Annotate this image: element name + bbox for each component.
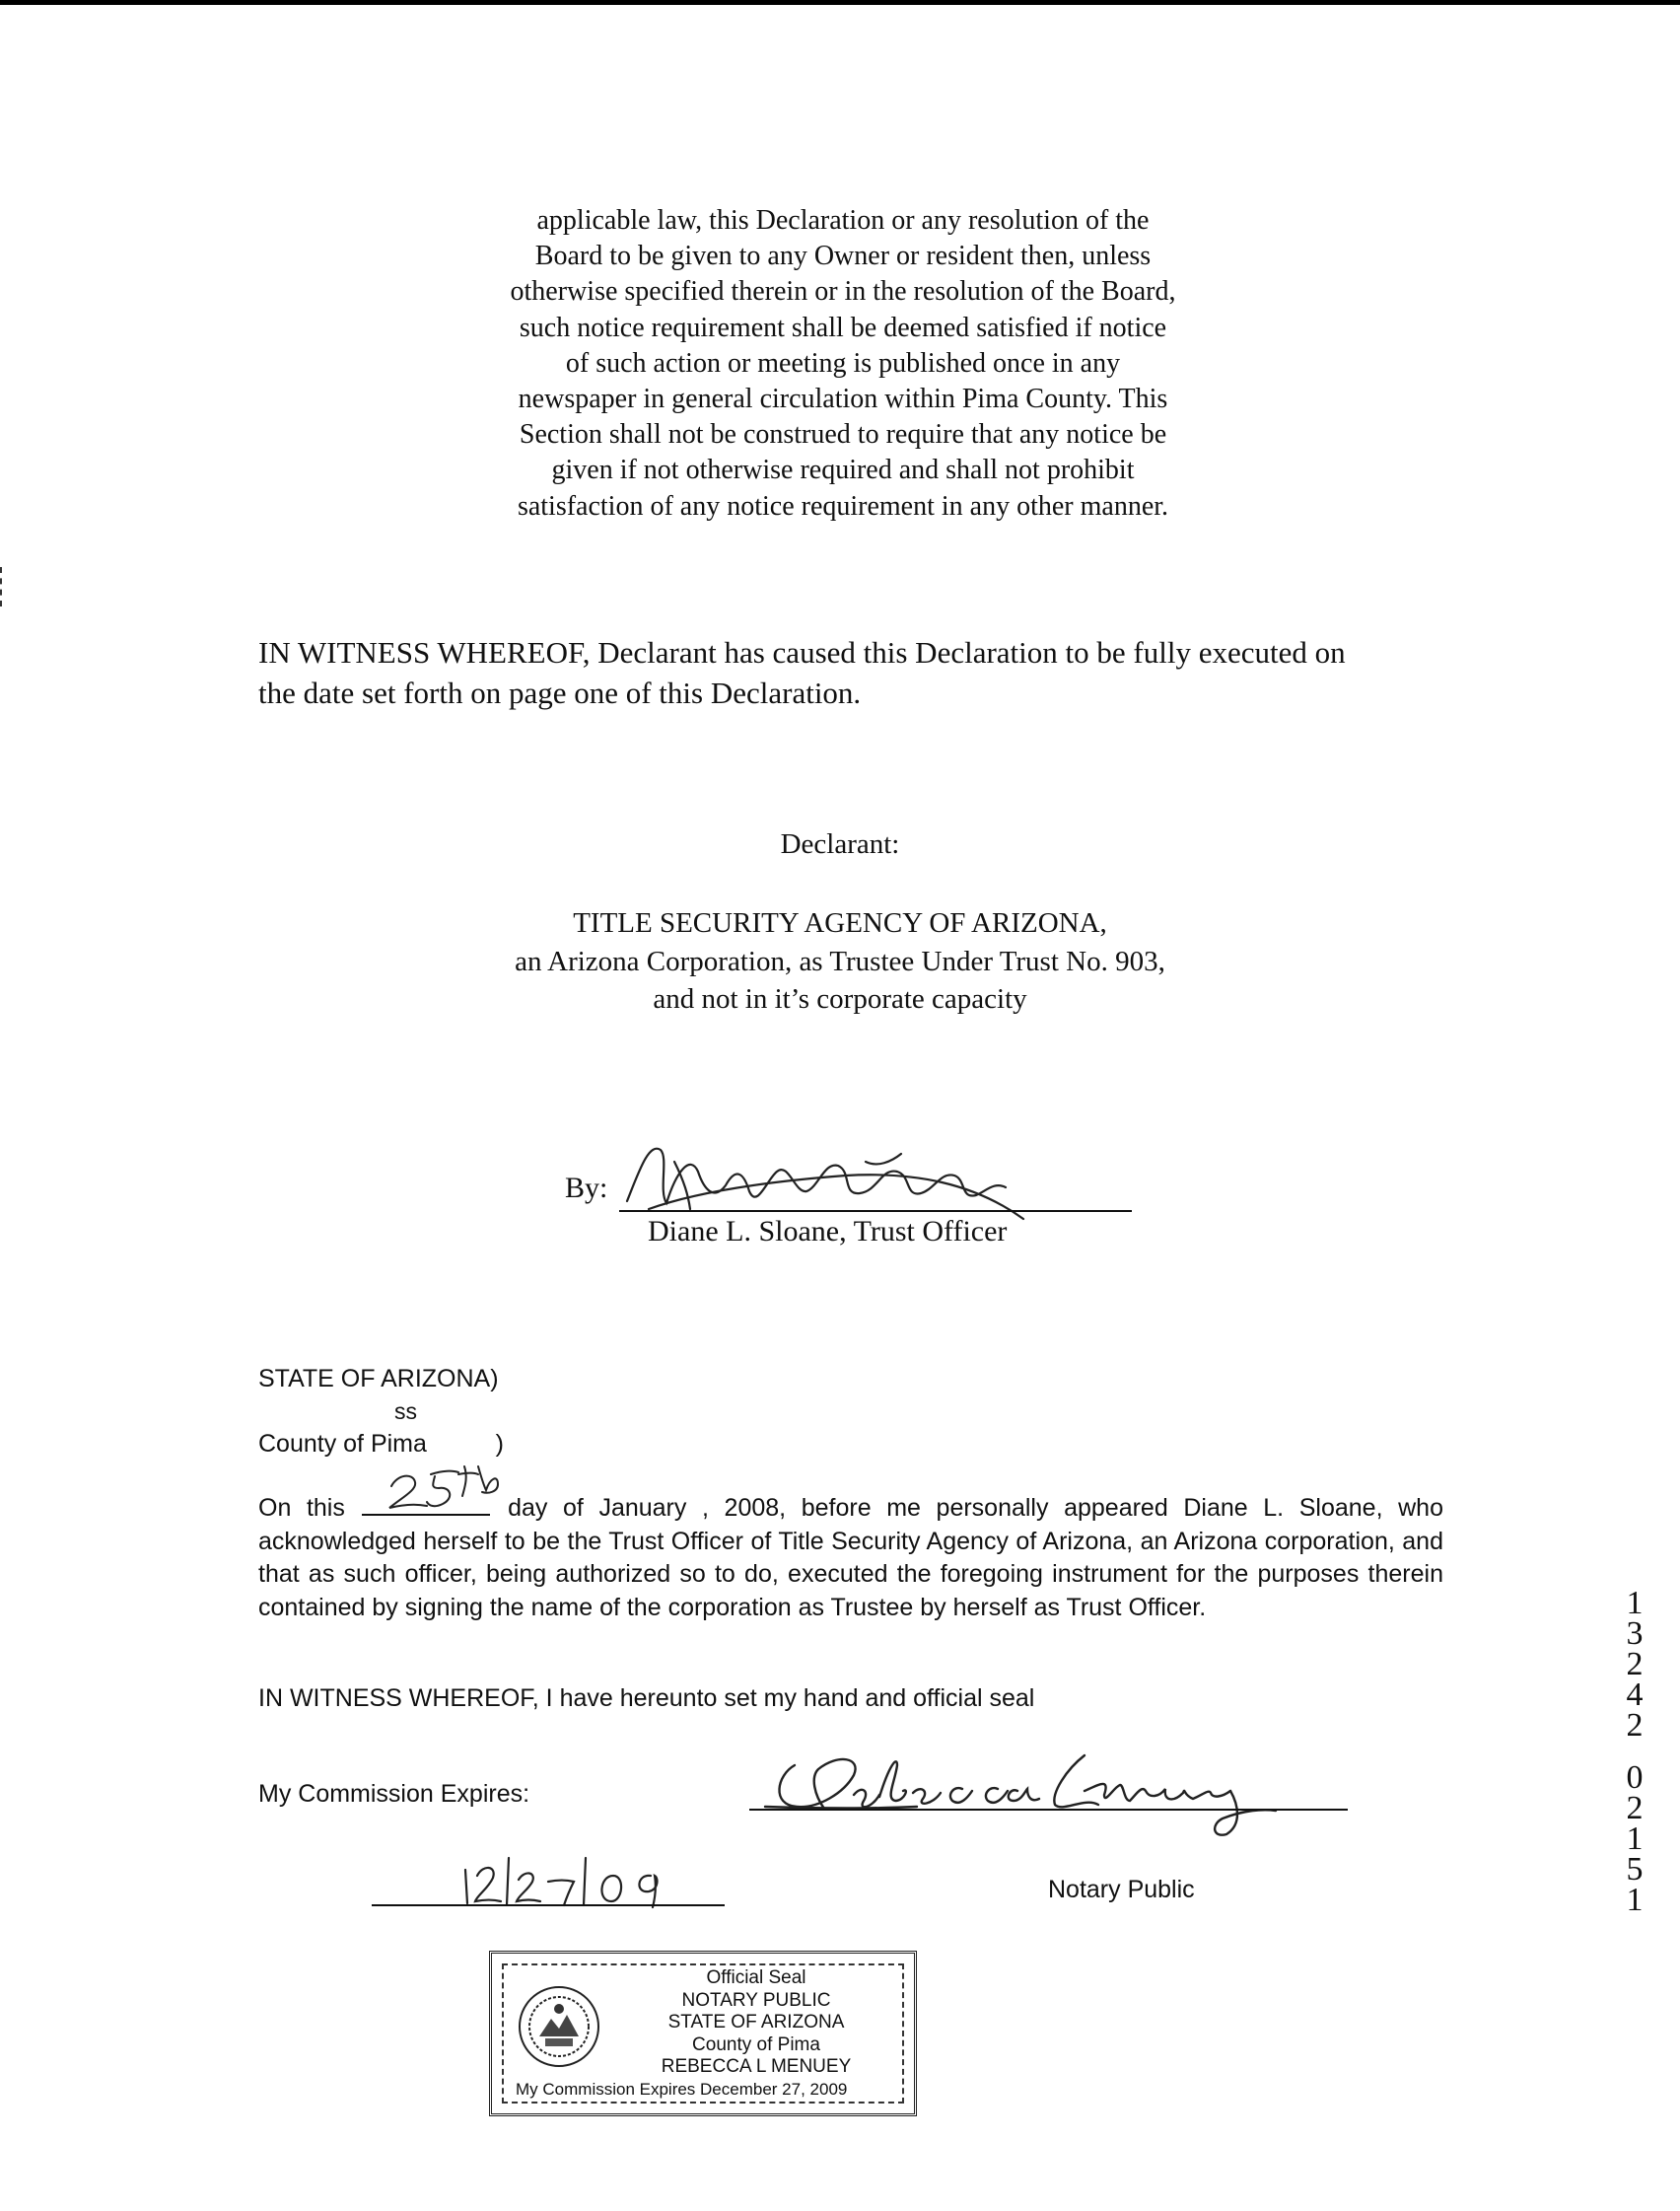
declarant-entity: [0, 904, 1680, 1019]
seal-line: STATE OF ARIZONA: [667, 2012, 845, 2033]
commission-label: My Commission Expires:: [258, 1780, 530, 1808]
ack-date-line: day of January , 2008, before me personally appeared Diane L. Sloane, who: [508, 1494, 1443, 1522]
venue-ss: ss: [394, 1398, 417, 1424]
recording-number: [1615, 1585, 1654, 1918]
signature-line: [619, 1210, 1132, 1212]
witness-line-1: IN WITNESS WHEREOF, Declarant has caused this Declaration to be fully executed on: [258, 635, 1346, 670]
paragraph-line: such notice requirement shall be deemed satisfied if notice: [519, 312, 1167, 343]
paragraph-line: otherwise specified therein or in the resolution of the Board,: [510, 276, 1176, 308]
paragraph-line: of such action or meeting is published once in any: [565, 347, 1121, 379]
record-digit: 5: [1626, 1851, 1644, 1888]
record-digit: 0: [1626, 1759, 1644, 1796]
paragraph-line: satisfaction of any notice requirement in any other manner.: [517, 490, 1169, 522]
commission-date-line: [372, 1904, 725, 1906]
notary-public-label: Notary Public: [1048, 1876, 1195, 1903]
acknowledgment-paragraph: [258, 1490, 1443, 1624]
seal-text: [608, 1967, 904, 2079]
paragraph-line: Board to be given to any Owner or resident then, unless: [534, 241, 1152, 272]
notary-signature-line: [749, 1809, 1348, 1811]
notice-paragraph: [463, 203, 1223, 525]
entity-name: TITLE SECURITY AGENCY OF ARIZONA,: [573, 907, 1107, 939]
scan-top-edge: [0, 0, 1680, 5]
seal-line: REBECCA L MENUEY: [661, 2056, 852, 2077]
record-digit: 3: [1626, 1615, 1644, 1652]
record-digit: 1: [1626, 1585, 1644, 1621]
seal-line: NOTARY PUBLIC: [681, 1989, 831, 2011]
venue-state: STATE OF ARIZONA): [258, 1365, 499, 1392]
venue-county: County of Pima: [258, 1430, 427, 1458]
day-handwriting: [362, 1457, 500, 1512]
scan-left-edge-marks: [0, 567, 6, 606]
entity-capacity: and not in it’s corporate capacity: [653, 983, 1027, 1015]
seal-line: County of Pima: [692, 2033, 820, 2055]
ack-body: acknowledged herself to be the Trust Officer of Title Security Agency of Arizona, an Arizona corporation, and that as such officer, being authorized so to do, executed the foregoing instrument for the purposes therein contained by signing the name of the corporation as Trustee by herself as Trust Officer.: [258, 1527, 1443, 1621]
record-digit: 2: [1626, 1707, 1644, 1744]
entity-description: an Arizona Corporation, as Trustee Under Trust No. 903,: [515, 945, 1165, 977]
notary-seal: [489, 1951, 917, 2116]
arizona-seal-emblem-icon: [516, 1979, 602, 2079]
by-label: By:: [565, 1172, 608, 1204]
venue-block: [258, 1363, 504, 1461]
paragraph-line: given if not otherwise required and shall not prohibit: [551, 455, 1135, 486]
record-digit: 1: [1626, 1882, 1644, 1918]
record-digit: 2: [1626, 1646, 1644, 1682]
record-digit: 1: [1626, 1820, 1644, 1857]
paragraph-line: applicable law, this Declaration or any resolution of the: [536, 205, 1150, 236]
record-digit: 2: [1626, 1790, 1644, 1826]
seal-line: Official Seal: [706, 1967, 806, 1988]
declarant-label: Declarant:: [780, 828, 900, 860]
venue-paren: ): [495, 1430, 504, 1458]
witness-line-2: the date set forth on page one of this Declaration.: [258, 676, 862, 710]
day-field: [362, 1490, 490, 1516]
paragraph-line: Section shall not be construed to require that any notice be: [519, 419, 1167, 451]
ack-witness-line: IN WITNESS WHEREOF, I have hereunto set my hand and official seal: [258, 1684, 1035, 1712]
record-digit: 4: [1626, 1676, 1644, 1713]
witness-clause: [258, 632, 1471, 713]
signer-name: Diane L. Sloane, Trust Officer: [648, 1215, 1008, 1248]
notary-signature: [759, 1736, 1311, 1849]
seal-commission-expiry: My Commission Expires December 27, 2009: [516, 2080, 848, 2099]
paragraph-line: newspaper in general circulation within Pima County. This: [518, 384, 1168, 415]
ack-on-this: On this: [258, 1494, 345, 1522]
